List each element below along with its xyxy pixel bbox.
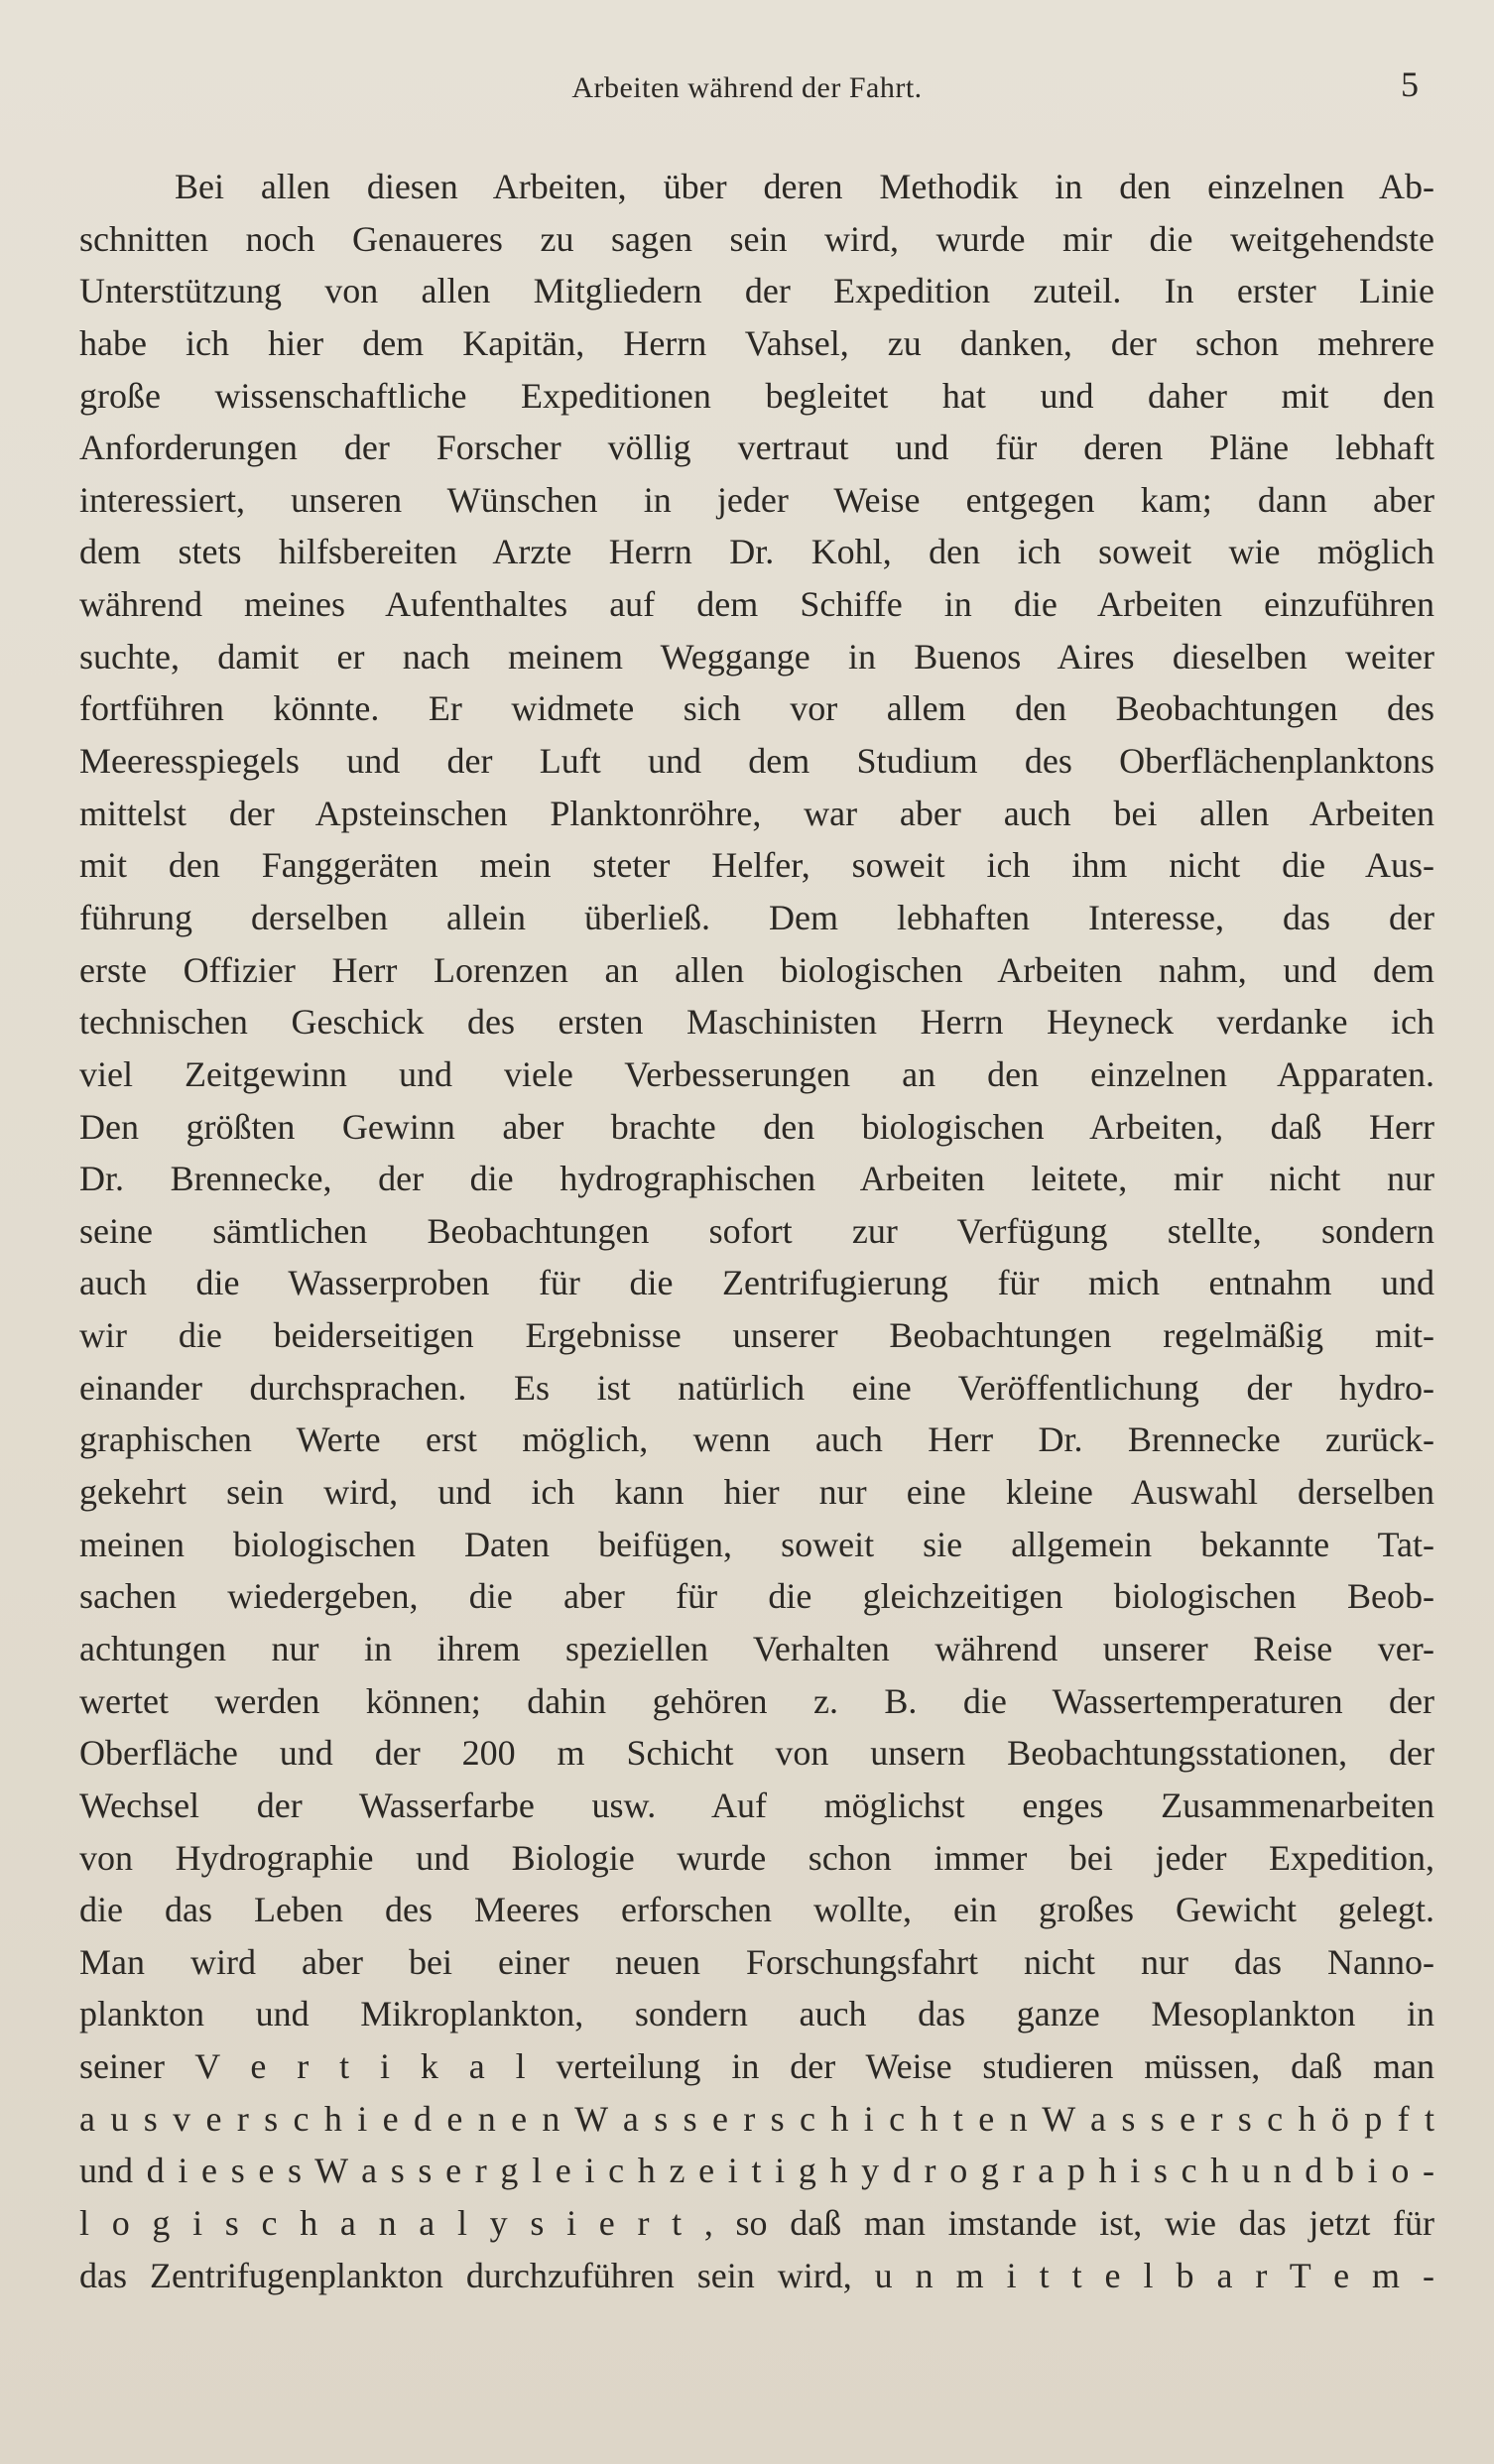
text-line: Unterstützung von allen Mitgliedern der Expedition zuteil. In erster Linie [79, 271, 1434, 311]
text-line: führung derselben allein überließ. Dem lebhaften Interesse, das der [79, 897, 1434, 937]
page-number: 5 [1401, 64, 1419, 104]
text-line: seine sämtlichen Beobachtungen sofort zur Verfügung stellte, sondern [79, 1210, 1434, 1251]
text-line: meinen biologischen Daten beifügen, soweit sie allgemein bekannte Tat- [79, 1524, 1434, 1564]
text-line: während meines Aufenthaltes auf dem Schiffe in die Arbeiten einzuführen [79, 584, 1434, 625]
text-line: graphischen Werte erst möglich, wenn auch Herr Dr. Brennecke zurück- [79, 1419, 1434, 1460]
text-line: habe ich hier dem Kapitän, Herrn Vahsel, zu danken, der schon mehrere [79, 322, 1434, 363]
text-line: auch die Wasserproben für die Zentrifugierung für mich entnahm und [79, 1263, 1434, 1303]
text-line: suchte, damit er nach meinem Weggange in Buenos Aires dieselben weiter [79, 636, 1434, 677]
text-line: Den größten Gewinn aber brachte den biologischen Arbeiten, daß Herr [79, 1106, 1434, 1147]
text-line: mit den Fanggeräten mein steter Helfer, soweit ich ihm nicht die Aus- [79, 845, 1434, 886]
text-line: von Hydrographie und Biologie wurde schon immer bei jeder Expedition, [79, 1837, 1434, 1878]
text-line: dem stets hilfsbereiten Arzte Herrn Dr. Kohl, den ich soweit wie möglich [79, 532, 1434, 572]
text-line: erste Offizier Herr Lorenzen an allen biologischen Arbeiten nahm, und dem [79, 949, 1434, 990]
text-line: Wechsel der Wasserfarbe usw. Auf möglichst enges Zusammenarbeiten [79, 1785, 1434, 1825]
text-line: Dr. Brennecke, der die hydrographischen Arbeiten leitete, mir nicht nur [79, 1159, 1434, 1199]
text-line: achtungen nur in ihrem speziellen Verhalten während unserer Reise ver- [79, 1628, 1434, 1668]
body-paragraph [79, 161, 1434, 2301]
text-line: l o g i s c h a n a l y s i e r t , so daß man imstande ist, wie das jetzt für [79, 2202, 1434, 2243]
text-line: interessiert, unseren Wünschen in jeder Weise entgegen kam; dann aber [79, 479, 1434, 520]
text-line: a u s v e r s c h i e d e n e n W a s s e r s c h i c h t e n W a s s e r s c h ö p f t [79, 2098, 1434, 2139]
text-line: und d i e s e s W a s s e r g l e i c h z e i t i g h y d r o g r a p h i s c h u n d b i o - [79, 2151, 1434, 2191]
text-line: die das Leben des Meeres erforschen wollte, ein großes Gewicht gelegt. [79, 1890, 1434, 1930]
text-line: Oberfläche und der 200 m Schicht von unsern Beobachtungsstationen, der [79, 1733, 1434, 1774]
text-line: große wissenschaftliche Expeditionen begleitet hat und daher mit den [79, 375, 1434, 416]
text-line: wir die beiderseitigen Ergebnisse unserer Beobachtungen regelmäßig mit- [79, 1315, 1434, 1356]
text-line: Bei allen diesen Arbeiten, über deren Methodik in den einzelnen Ab- [175, 167, 1434, 206]
text-line: einander durchsprachen. Es ist natürlich eine Veröffentlichung der hydro- [79, 1367, 1434, 1408]
text-line: Meeresspiegels und der Luft und dem Studium des Oberflächenplanktons [79, 741, 1434, 782]
text-line: technischen Geschick des ersten Maschinisten Herrn Heyneck verdanke ich [79, 1002, 1434, 1043]
text-line: mittelst der Apsteinschen Planktonröhre, war aber auch bei allen Arbeiten [79, 793, 1434, 833]
text-line: wertet werden können; dahin gehören z. B. die Wassertemperaturen der [79, 1680, 1434, 1721]
text-line: sachen wiedergeben, die aber für die gleichzeitigen biologischen Beob- [79, 1576, 1434, 1617]
running-head-title: Arbeiten während der Fahrt. [571, 71, 923, 104]
text-line: das Zentrifugenplankton durchzuführen sein wird, u n m i t t e l b a r T e m - [79, 2255, 1434, 2295]
text-line: seiner V e r t i k a l verteilung in der Weise studieren müssen, daß man [79, 2046, 1434, 2087]
text-line: plankton und Mikroplankton, sondern auch das ganze Mesoplankton in [79, 1994, 1434, 2034]
text-line: viel Zeitgewinn und viele Verbesserungen an den einzelnen Apparaten. [79, 1053, 1434, 1094]
text-line: gekehrt sein wird, und ich kann hier nur eine kleine Auswahl derselben [79, 1472, 1434, 1513]
text-line: Man wird aber bei einer neuen Forschungsfahrt nicht nur das Nanno- [79, 1941, 1434, 1982]
text-line: schnitten noch Genaueres zu sagen sein wird, wurde mir die weitgehendste [79, 218, 1434, 259]
text-line: fortführen könnte. Er widmete sich vor allem den Beobachtungen des [79, 688, 1434, 729]
text-line: Anforderungen der Forscher völlig vertraut und für deren Pläne lebhaft [79, 428, 1434, 468]
